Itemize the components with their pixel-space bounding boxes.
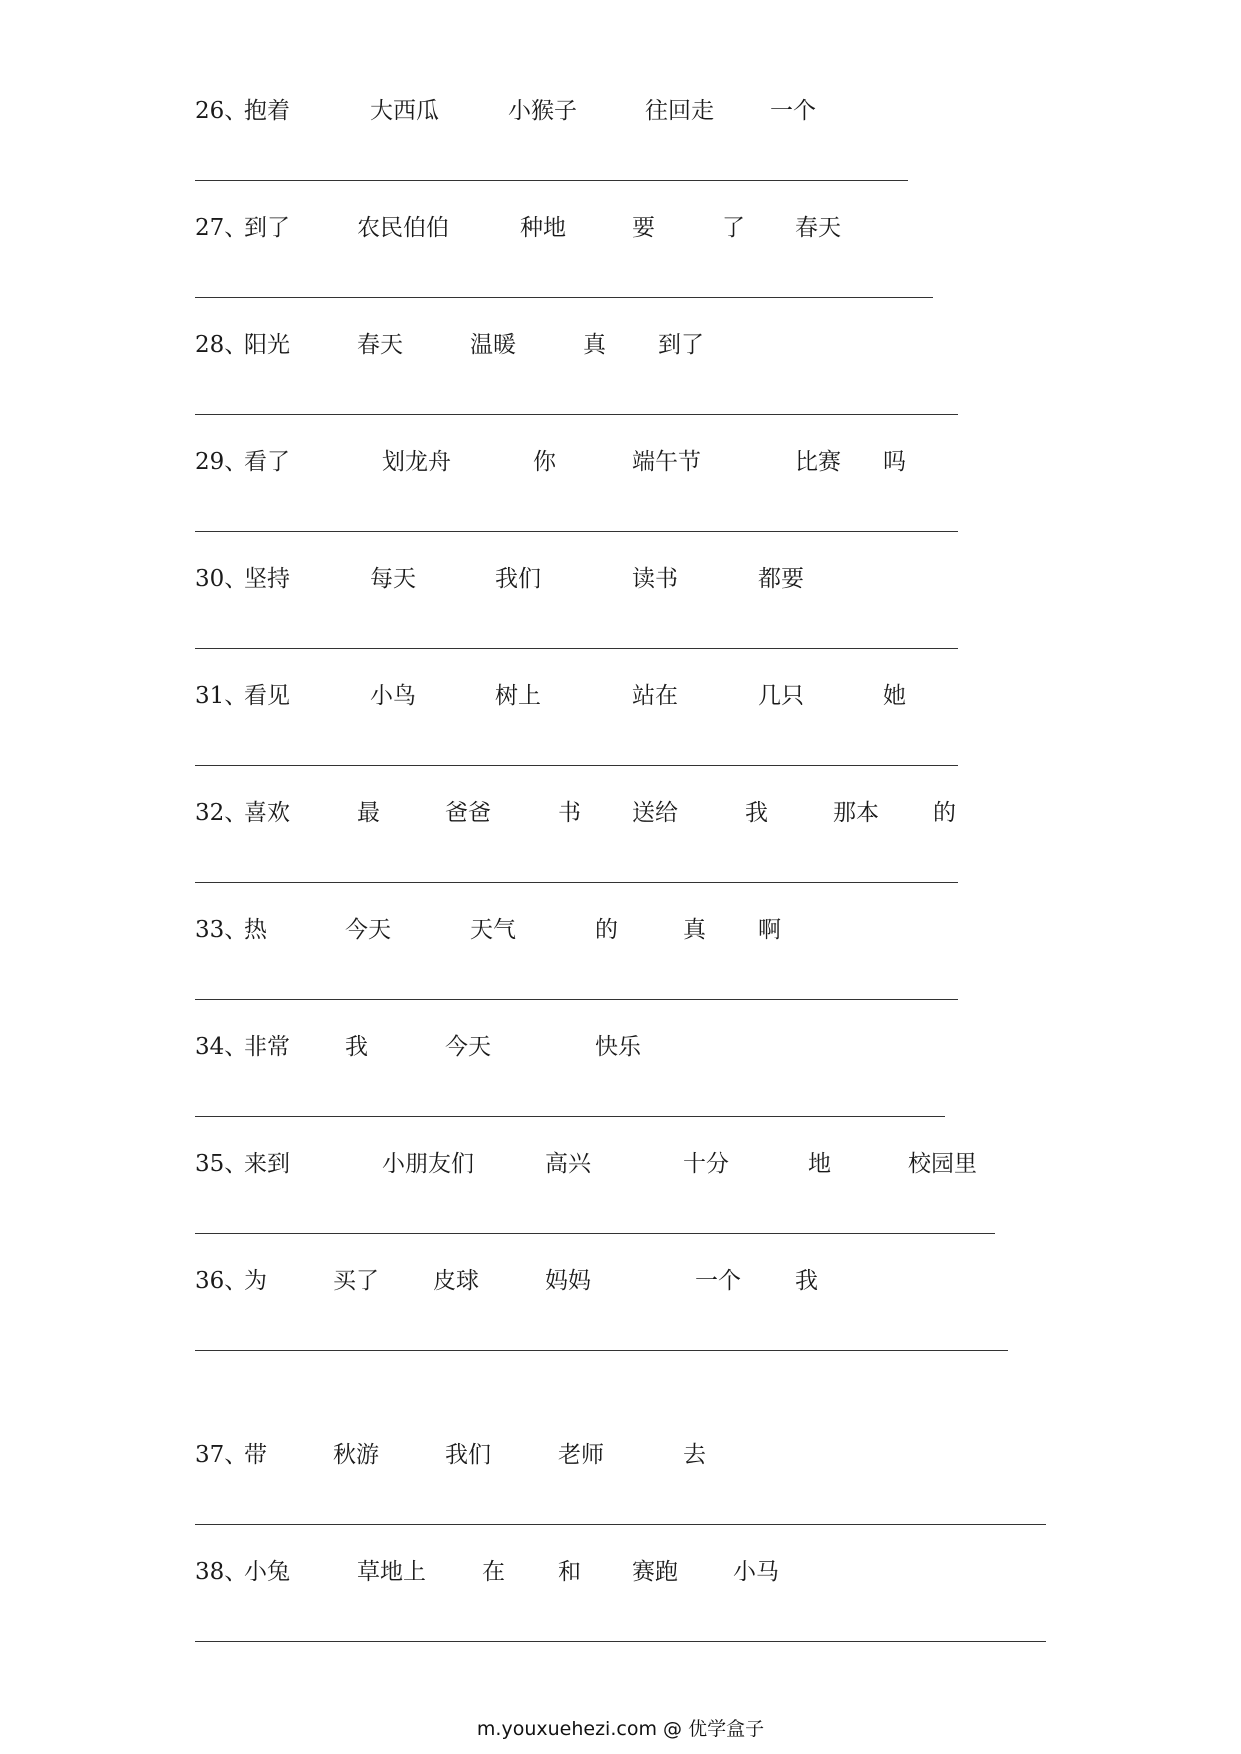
answer-line (195, 297, 933, 298)
word: 十分 (683, 1151, 729, 1177)
answer-line (195, 414, 958, 415)
word: 今天 (345, 917, 391, 943)
word: 高兴 (545, 1151, 591, 1177)
word: 抱着 (244, 98, 290, 124)
word: 去 (683, 1442, 706, 1468)
question-26 (0, 96, 1241, 214)
word: 了 (722, 215, 745, 241)
word: 和 (558, 1559, 581, 1585)
word: 几只 (758, 683, 804, 709)
word: 草地上 (357, 1559, 426, 1585)
footer-brand: 优学盒子 (688, 1718, 765, 1740)
word: 要 (632, 215, 655, 241)
word: 站在 (632, 683, 678, 709)
word: 一个 (695, 1268, 741, 1294)
word: 妈妈 (545, 1268, 591, 1294)
word: 为 (244, 1268, 267, 1294)
word: 你 (533, 449, 556, 475)
word: 读书 (632, 566, 678, 592)
word: 非常 (244, 1034, 290, 1060)
word: 真 (683, 917, 706, 943)
answer-line (195, 180, 908, 181)
word: 小猴子 (508, 98, 577, 124)
answer-line (195, 882, 958, 883)
word: 校园里 (908, 1151, 977, 1177)
answer-line (195, 648, 958, 649)
word: 每天 (370, 566, 416, 592)
word: 划龙舟 (382, 449, 451, 475)
word: 农民伯伯 (357, 215, 449, 241)
question-number: 38、 (195, 1559, 248, 1585)
question-number: 32、 (195, 800, 248, 826)
answer-line (195, 1350, 1008, 1351)
question-number: 34、 (195, 1034, 248, 1060)
question-37 (0, 1440, 1241, 1558)
word: 种地 (520, 215, 566, 241)
word: 坚持 (244, 566, 290, 592)
question-number: 37、 (195, 1442, 248, 1468)
question-number: 36、 (195, 1268, 248, 1294)
word: 皮球 (433, 1268, 479, 1294)
word: 我们 (445, 1442, 491, 1468)
question-number: 26、 (195, 98, 248, 124)
word: 吗 (883, 449, 906, 475)
question-number: 27、 (195, 215, 248, 241)
answer-line (195, 999, 958, 1000)
word: 那本 (833, 800, 879, 826)
word: 小马 (733, 1559, 779, 1585)
question-31 (0, 681, 1241, 799)
word: 真 (583, 332, 606, 358)
word: 爸爸 (445, 800, 491, 826)
answer-line (195, 765, 958, 766)
question-number: 29、 (195, 449, 248, 475)
word: 的 (933, 800, 956, 826)
word: 到了 (658, 332, 704, 358)
question-33 (0, 915, 1241, 1033)
word: 往回走 (645, 98, 714, 124)
word: 我 (795, 1268, 818, 1294)
word: 她 (883, 683, 906, 709)
word: 送给 (632, 800, 678, 826)
word: 我们 (495, 566, 541, 592)
question-27 (0, 213, 1241, 331)
question-34 (0, 1032, 1241, 1150)
question-29 (0, 447, 1241, 565)
word: 小鸟 (370, 683, 416, 709)
word: 在 (482, 1559, 505, 1585)
word: 看见 (244, 683, 290, 709)
word: 春天 (795, 215, 841, 241)
word: 最 (357, 800, 380, 826)
word: 春天 (357, 332, 403, 358)
word: 到了 (244, 215, 290, 241)
word: 大西瓜 (370, 98, 439, 124)
answer-line (195, 531, 958, 532)
word: 阳光 (244, 332, 290, 358)
word: 小朋友们 (382, 1151, 474, 1177)
word: 带 (244, 1442, 267, 1468)
word: 秋游 (333, 1442, 379, 1468)
question-number: 30、 (195, 566, 248, 592)
word: 比赛 (795, 449, 841, 475)
word: 天气 (470, 917, 516, 943)
question-35 (0, 1149, 1241, 1267)
question-number: 35、 (195, 1151, 248, 1177)
answer-line (195, 1116, 945, 1117)
word: 我 (745, 800, 768, 826)
page-footer (0, 1714, 1241, 1741)
word: 地 (808, 1151, 831, 1177)
word: 小兔 (244, 1559, 290, 1585)
word: 啊 (758, 917, 781, 943)
word: 的 (595, 917, 618, 943)
footer-site: m.youxuehezi.com (476, 1718, 657, 1740)
question-36 (0, 1266, 1241, 1384)
word: 都要 (758, 566, 804, 592)
word: 买了 (333, 1268, 379, 1294)
question-28 (0, 330, 1241, 448)
word: 端午节 (632, 449, 701, 475)
word: 一个 (770, 98, 816, 124)
question-number: 28、 (195, 332, 248, 358)
word: 喜欢 (244, 800, 290, 826)
word: 快乐 (595, 1034, 641, 1060)
question-30 (0, 564, 1241, 682)
word: 树上 (495, 683, 541, 709)
word: 温暖 (470, 332, 516, 358)
word: 热 (244, 917, 267, 943)
question-38 (0, 1557, 1241, 1675)
word: 今天 (445, 1034, 491, 1060)
word: 来到 (244, 1151, 290, 1177)
word: 我 (345, 1034, 368, 1060)
footer-separator: @ (663, 1718, 683, 1740)
answer-line (195, 1233, 995, 1234)
word: 老师 (558, 1442, 604, 1468)
question-number: 33、 (195, 917, 248, 943)
word: 赛跑 (632, 1559, 678, 1585)
question-number: 31、 (195, 683, 248, 709)
word: 书 (558, 800, 581, 826)
question-32 (0, 798, 1241, 916)
answer-line (195, 1524, 1046, 1525)
answer-line (195, 1641, 1046, 1642)
word: 看了 (244, 449, 290, 475)
